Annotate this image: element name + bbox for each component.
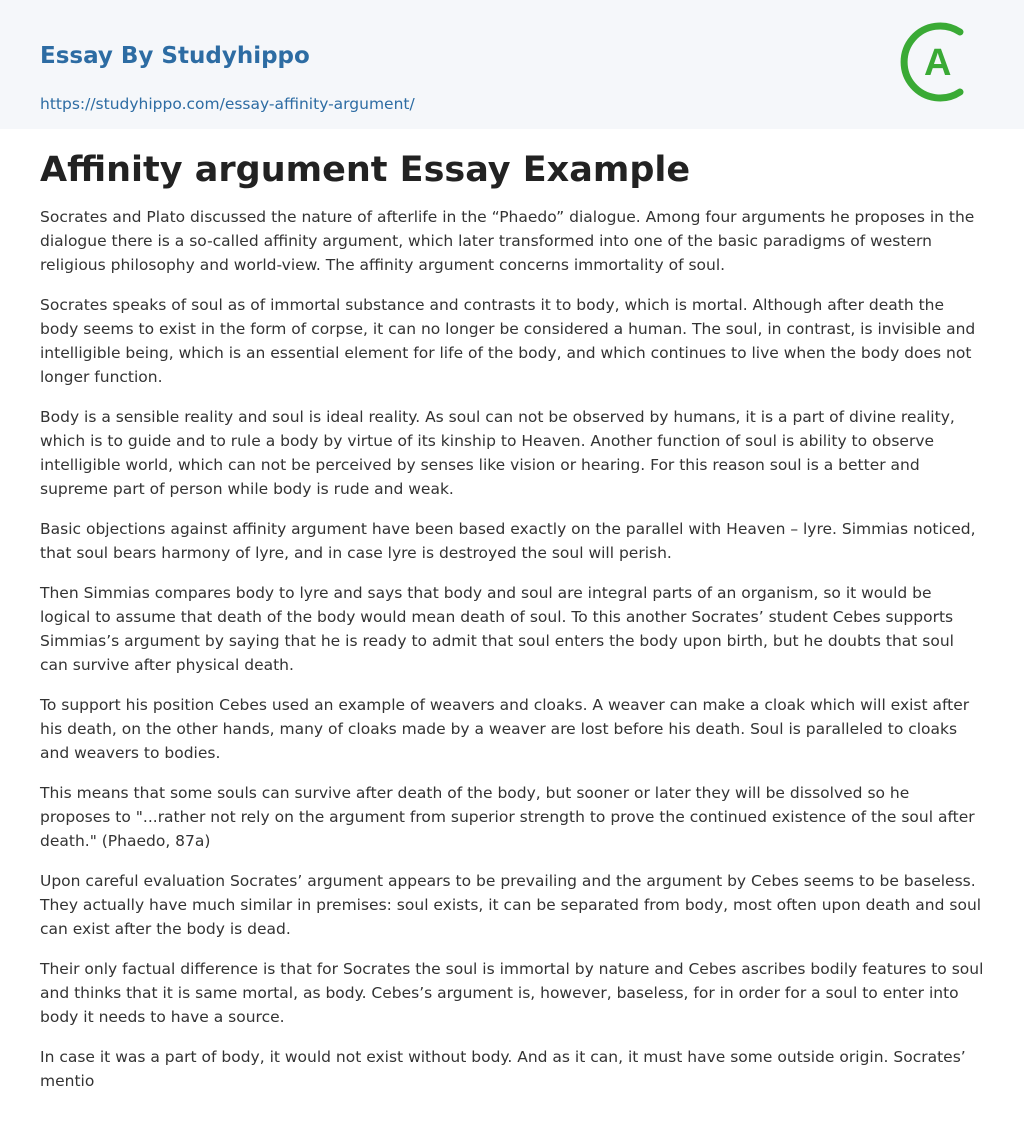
paragraph-6: To support his position Cebes used an example of weavers and cloaks. A weaver can make a cloak which will exist after his death, on the other hands, many of cloaks made by a weaver are lost before his death. Soul is paralleled to cloaks and weavers to bodies.	[40, 696, 970, 762]
paragraph-3: Body is a sensible reality and soul is ideal reality. As soul can not be observed by humans, it is a part of divine reality, which is to guide and to rule a body by virtue of its kinship to Heaven. Another function of soul is ability to observe intelligible world, which can not be perceived by senses like vision or hearing. For this reason soul is a better and supreme part of person while body is rude and weak.	[40, 408, 955, 498]
paragraph-7: This means that some souls can survive after death of the body, but sooner or later they will be dissolved so he proposes to "...rather not rely on the argument from superior strength to prove the continued existence of the soul after death." (Phaedo, 87a)	[40, 784, 975, 850]
site-header	[0, 0, 1024, 129]
paragraph-1: Socrates and Plato discussed the nature of afterlife in the “Phaedo” dialogue. Among four arguments he proposes in the dialogue there is a so-called affinity argument, which later transformed into one of the basic paradigms of western religious philosophy and world-view. The affinity argument concerns immortality of soul.	[40, 208, 975, 274]
paragraph-10: In case it was a part of body, it would not exist without body. And as it can, it must have some outside origin. Socrates’ mentio	[40, 1048, 966, 1090]
essay-content	[0, 149, 1024, 1093]
page-title: Affinity argument Essay Example	[40, 150, 691, 190]
paragraph-4: Basic objections against affinity argument have been based exactly on the parallel with Heaven – lyre. Simmias noticed, that soul bears harmony of lyre, and in case lyre is destroyed the soul will perish.	[40, 520, 976, 562]
studyhippo-logo-icon[interactable]	[900, 20, 984, 104]
paragraph-2: Socrates speaks of soul as of immortal substance and contrasts it to body, which is mortal. Although after death the body seems to exist in the form of corpse, it can no longer be considered a human. The soul, in contrast, is invisible and intelligible being, which is an essential element for life of the body, and which continues to live when the body does not longer function.	[40, 296, 976, 386]
logo-letter: A	[924, 42, 952, 84]
essay-url-link[interactable]: https://studyhippo.com/essay-affinity-argument/	[40, 95, 415, 113]
paragraph-5: Then Simmias compares body to lyre and says that body and soul are integral parts of an organism, so it would be logical to assume that death of the body would mean death of soul. To this another Socrates’ student Cebes supports Simmias’s argument by saying that he is ready to admit that soul enters the body upon birth, but he doubts that soul can survive after physical death.	[40, 584, 954, 674]
paragraph-9: Their only factual difference is that for Socrates the soul is immortal by nature and Cebes ascribes bodily features to soul and thinks that it is same mortal, as body. Cebes’s argument is, however, baseless, for in order for a soul to enter into body it needs to have a source.	[40, 960, 984, 1026]
paragraph-8: Upon careful evaluation Socrates’ argument appears to be prevailing and the argument by Cebes seems to be baseless. They actually have much similar in premises: soul exists, it can be separated from body, most often upon death and soul can exist after the body is dead.	[40, 872, 982, 938]
brand-title[interactable]: Essay By Studyhippo	[40, 43, 310, 69]
